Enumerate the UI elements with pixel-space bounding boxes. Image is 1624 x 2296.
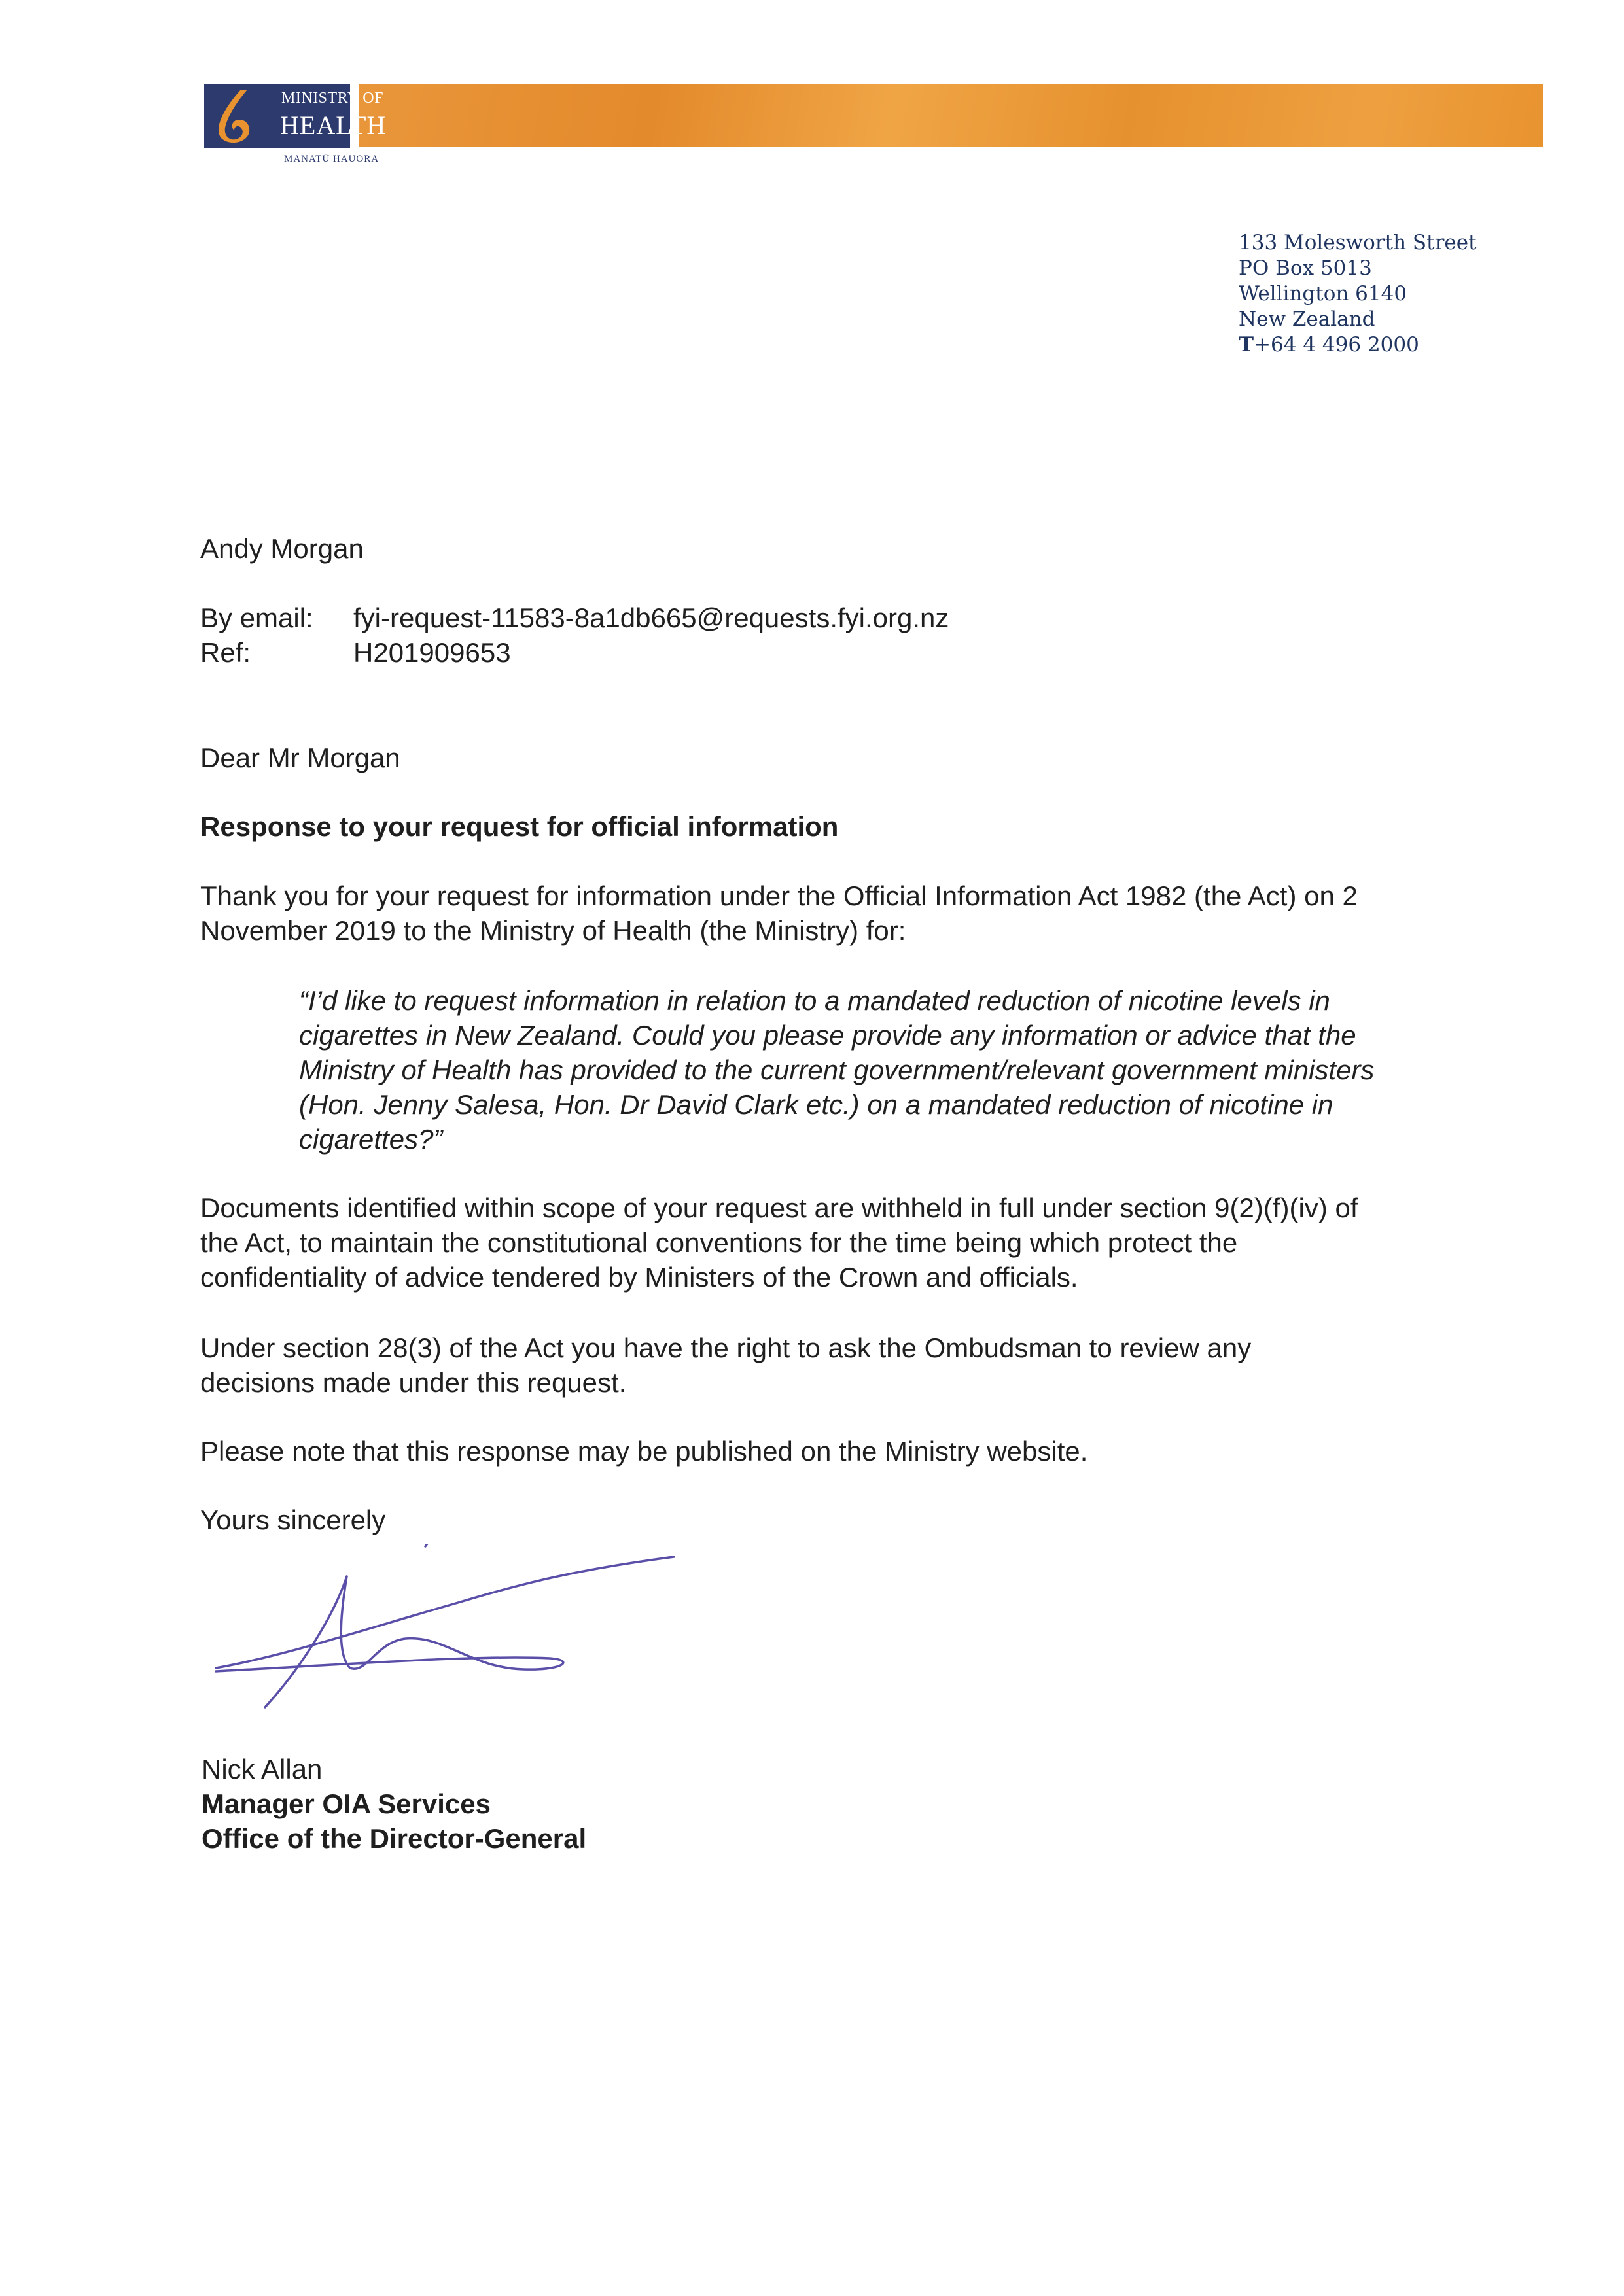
text-line: Thank you for your request for information under the Official Information Act 1982 (the Act) on 2 <box>200 880 1358 911</box>
phone-number: +64 4 496 2000 <box>1254 333 1419 357</box>
text-line: the Act, to maintain the constitutional conventions for the time being which protect the <box>200 1227 1238 1258</box>
recipient-email: fyi-request-11583-8a1db665@requests.fyi.org.nz <box>353 602 949 633</box>
phone-label: T <box>1239 333 1254 357</box>
recipient-name: Andy Morgan <box>200 533 364 564</box>
koru-logo-icon <box>209 87 262 146</box>
logo-subtitle: MANATŪ HAUORA <box>284 154 380 164</box>
paragraph-request <box>200 878 1358 948</box>
sender-address <box>1239 230 1477 358</box>
recipient-email-row <box>200 600 949 635</box>
quote-line: (Hon. Jenny Salesa, Hon. Dr David Clark etc.) on a mandated reduction of nicotine in <box>299 1089 1333 1120</box>
signatory-block <box>202 1752 586 1856</box>
paragraph-publication: Please note that this response may be published on the Ministry website. <box>200 1436 1088 1467</box>
letterhead-banner <box>359 84 1543 147</box>
signature-image <box>209 1544 680 1720</box>
quote-line: cigarettes?” <box>299 1124 443 1155</box>
logo-text-health: HEALTH <box>280 111 387 140</box>
ref-label: Ref: <box>200 637 251 668</box>
quote-line: “I’d like to request information in relation to a mandated reduction of nicotine levels in <box>299 985 1330 1016</box>
reference-number: H201909653 <box>353 637 511 668</box>
address-line: Wellington 6140 <box>1239 282 1407 305</box>
address-line: 133 Molesworth Street <box>1239 231 1477 254</box>
paragraph-ombudsman <box>200 1331 1251 1400</box>
logo-text-ministry: MINISTRY OF <box>281 90 383 107</box>
text-line: confidentiality of advice tendered by Ministers of the Crown and officials. <box>200 1262 1078 1293</box>
signatory-title: Manager OIA Services <box>202 1788 491 1819</box>
request-quote <box>299 983 1374 1157</box>
quote-line: Ministry of Health has provided to the current government/relevant government ministers <box>299 1054 1375 1085</box>
reference-row <box>200 635 511 670</box>
closing: Yours sincerely <box>200 1505 386 1535</box>
address-line: PO Box 5013 <box>1239 256 1372 280</box>
text-line: Documents identified within scope of your request are withheld in full under section 9(2)(f)(iv) of <box>200 1192 1358 1223</box>
signatory-name: Nick Allan <box>202 1754 323 1784</box>
ministry-logo <box>204 84 387 148</box>
phone-line <box>1239 332 1477 358</box>
address-line: New Zealand <box>1239 307 1375 331</box>
signatory-office: Office of the Director-General <box>202 1823 587 1854</box>
text-line: Under section 28(3) of the Act you have the right to ask the Ombudsman to review any <box>200 1332 1252 1363</box>
text-line: decisions made under this request. <box>200 1367 627 1398</box>
paragraph-decision <box>200 1191 1358 1295</box>
text-line: November 2019 to the Ministry of Health (the Ministry) for: <box>200 915 906 946</box>
letter-subject: Response to your request for official information <box>200 811 839 842</box>
salutation: Dear Mr Morgan <box>200 742 400 773</box>
email-label: By email: <box>200 602 313 633</box>
quote-line: cigarettes in New Zealand. Could you please provide any information or advice that the <box>299 1020 1356 1051</box>
